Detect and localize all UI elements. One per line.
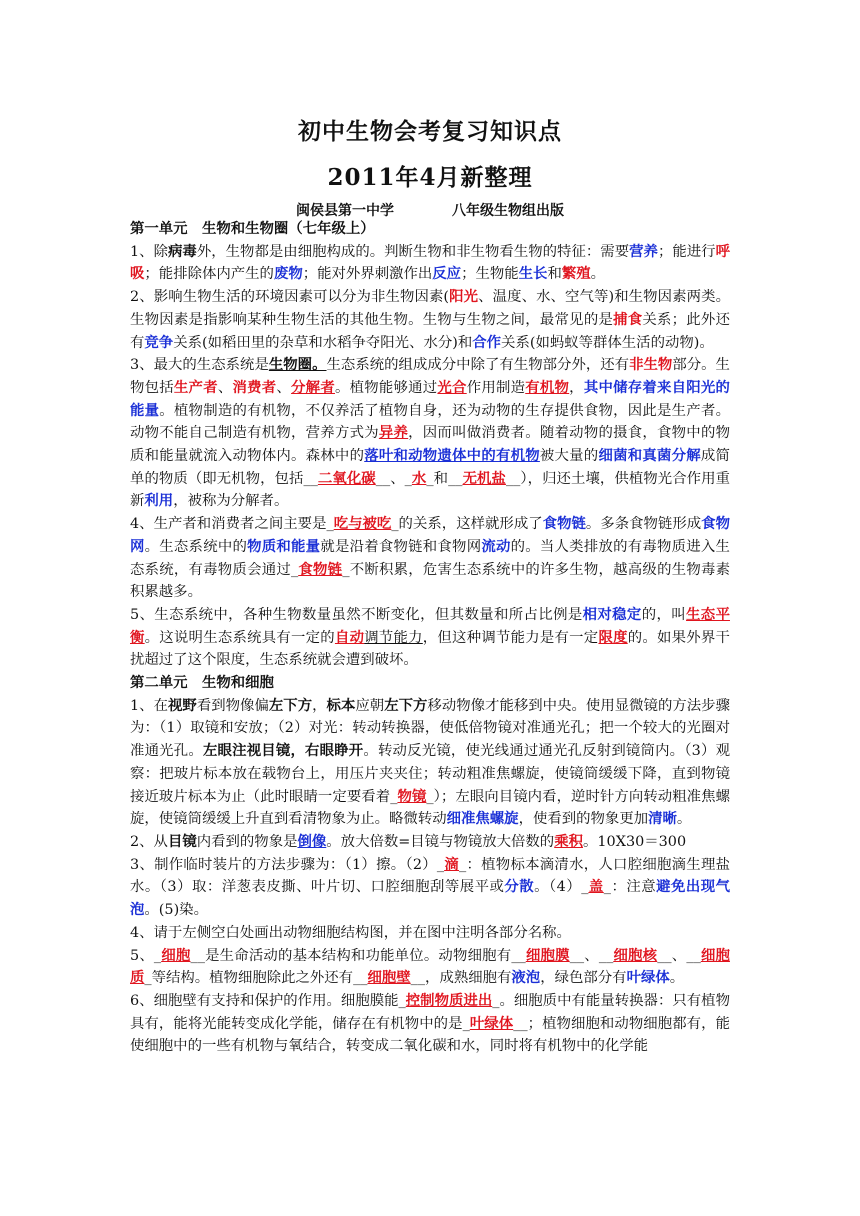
- text-run: 作用制造: [466, 379, 526, 396]
- highlighted-term: 废物: [273, 265, 303, 283]
- text-run: ，绿色部分有: [540, 970, 627, 987]
- text-run: ，但这种调节能力是有一定: [422, 629, 599, 646]
- publisher-line: [0, 200, 860, 220]
- highlighted-term: 生物圈。: [268, 356, 327, 374]
- highlighted-term: 繁殖: [561, 265, 591, 283]
- school-name: 闽侯县第一中学: [296, 203, 394, 219]
- highlighted-term: 水: [411, 469, 427, 487]
- highlighted-term: 叶绿体: [469, 1014, 514, 1032]
- highlighted-term: 细胞壁: [367, 969, 411, 987]
- text-run: _：植物标本滴清水，人口腔细胞滴生理盐水。（3）取：洋葱表皮撕、叶片切、口腔细胞刮等展平或: [130, 856, 730, 896]
- text-run: 移动物像才能移到中央。使用显微镜的方法步骤为：（1）取镜和安放；（2）对光：转动转换器，使低倍物镜对准通光孔；把一个较大的光圈对准通光孔。: [130, 697, 730, 760]
- text-run: _和__: [426, 470, 463, 487]
- text-run: 5、生态系统中，各种生物数量虽然不断变化，但其数量和所占比例是: [130, 606, 583, 623]
- text-run: 关系；此外还有: [130, 311, 730, 351]
- text-run: 。植物能够通过: [334, 379, 438, 396]
- text-run: 。多条食物链形成: [585, 516, 702, 533]
- highlighted-term: 避免出现气泡: [130, 878, 730, 919]
- text-run: 。放大倍数=目镜与物镜放大倍数的: [326, 833, 555, 850]
- text-run: 3、最大的生态系统是: [130, 357, 269, 374]
- text-run: _的关系，这样就形成了: [391, 516, 543, 533]
- highlighted-term: 自动: [334, 628, 365, 646]
- highlighted-term: 落叶和动物遗体中的有机物: [364, 447, 540, 465]
- document-subtitle: 2011年4月新整理: [327, 164, 533, 191]
- highlighted-term: 标本: [326, 696, 356, 714]
- highlighted-term: 无机盐: [462, 469, 506, 487]
- unit-1-paragraph: [130, 354, 730, 513]
- document-body: [130, 218, 730, 1058]
- text-run: 。植物制造的有机物，不仅养活了植物自身，还为动物的生存提供食物，因此是生产者。动物不能自己制造有机物，营养方式为: [130, 402, 730, 442]
- text-run: _）；左眼向目镜内看，逆时针方向转动粗准焦螺旋，使镜筒缓缓上升直到看清物象为止。略微转动: [130, 788, 730, 828]
- highlighted-term: 光合: [437, 378, 467, 396]
- highlighted-term: 生长: [518, 265, 548, 283]
- highlighted-term: 非生物: [629, 356, 673, 374]
- text-run: 、: [217, 379, 233, 396]
- highlighted-term: 病毒: [168, 242, 197, 260]
- highlighted-term: 控制物质进出: [405, 991, 493, 1009]
- text-run: __、_: [375, 470, 412, 487]
- text-run: _。细胞质中有能量转换器：只有植物具有，能将光能转变成化学能，储存在有机物中的是_: [130, 992, 730, 1032]
- text-run: 。: [590, 266, 606, 283]
- text-run: __；植物细胞和动物细胞都有，能使细胞中的一些有机物与氧结合，转变成二氧化碳和水，同时将有机物中的化学能: [130, 1015, 730, 1055]
- highlighted-term: 异养: [378, 424, 409, 442]
- highlighted-term: 物镜: [397, 787, 427, 805]
- text-run: 。: [676, 811, 692, 828]
- text-run: 、: [276, 379, 292, 396]
- text-run: 。（4）_: [534, 879, 589, 896]
- highlighted-term: 相对稳定: [582, 605, 642, 623]
- highlighted-term: 二氧化碳: [317, 469, 376, 487]
- text-run: ；能进行: [657, 243, 716, 260]
- text-run: __），归还土壤，供植物光合作用重新: [130, 470, 730, 510]
- highlighted-term: 调节能力: [364, 629, 423, 646]
- text-run: 应朝: [355, 697, 385, 714]
- text-run: 被大量的: [539, 448, 599, 465]
- highlighted-term: 营养: [629, 242, 658, 260]
- text-run: ；能对外界刺激作出: [302, 266, 433, 283]
- highlighted-term: 盖: [588, 878, 604, 896]
- text-run: ，: [312, 697, 327, 714]
- text-run: 和: [547, 266, 562, 283]
- text-run: 。10X30＝300: [583, 833, 687, 850]
- highlighted-term: 分散: [504, 878, 535, 896]
- highlighted-term: 倒像: [297, 832, 327, 850]
- text-run: _等结构。植物细胞除此之外还有__: [144, 970, 368, 987]
- text-run: 5、_: [130, 947, 162, 964]
- highlighted-term: 乘积: [554, 832, 583, 850]
- text-run: 。这说明生态系统具有一定的: [144, 629, 335, 646]
- highlighted-term: 反应: [432, 265, 462, 283]
- text-run: ，使看到的物象更加: [518, 811, 649, 828]
- highlighted-term: 流动: [481, 537, 511, 555]
- text-run: 。转动反光镜，使光线通过通光孔反射到镜筒内。（3）观察：把玻片标本放在载物台上，用压片夹夹住；转动粗准焦螺旋，使镜筒缓缓下降，直到物镜接近玻片标本为止（此时眼睛一定要看着_: [130, 743, 730, 805]
- highlighted-term: 食物网: [130, 515, 730, 555]
- text-run: 4、生产者和消费者之间主要是_: [130, 516, 334, 533]
- highlighted-term: 呼吸: [130, 242, 730, 283]
- highlighted-term: 细菌和真菌分解: [598, 447, 701, 465]
- text-run: 的。当人类排放的有毒物质进入生态系统，有毒物质会通过_: [130, 538, 730, 578]
- highlighted-term: 物质和能量: [247, 537, 321, 555]
- unit-2-paragraph: [130, 990, 730, 1058]
- text-run: 成简单的物质（即无机物，包括__: [130, 448, 730, 487]
- highlighted-term: 吃与被吃: [333, 515, 392, 533]
- highlighted-term: 左下方: [268, 696, 313, 714]
- text-run: 。生态系统中的: [144, 538, 248, 555]
- text-run: 外，生物都是由细胞构成的。判断生物和非生物看生物的特征：需要: [196, 243, 630, 260]
- text-run: ；生物能: [461, 266, 519, 283]
- highlighted-term: 其中储存着来自阳光的能量: [130, 378, 730, 419]
- unit-1-paragraph: [130, 513, 730, 604]
- highlighted-term: 分解者: [291, 378, 335, 396]
- text-run: __是生命活动的基本结构和功能单位。动物细胞有__: [190, 947, 526, 964]
- highlighted-term: 食物链: [542, 515, 586, 533]
- highlighted-term: 叶绿体: [626, 969, 670, 987]
- highlighted-term: 食物链: [298, 560, 343, 578]
- text-run: 。(5)染。: [144, 902, 208, 919]
- highlighted-term: 视野: [168, 696, 197, 714]
- text-run: _：注意: [603, 879, 657, 896]
- text-run: 1、在: [130, 697, 168, 714]
- unit-1-heading: 第一单元 生物和生物圈（七年级上）: [130, 220, 375, 237]
- highlighted-term: 竞争: [144, 333, 174, 351]
- highlighted-term: 目镜: [167, 832, 197, 850]
- text-run: 的。如果外界干扰超过了这个限度，生态系统就会遭到破坏。: [130, 629, 730, 669]
- text-run: 关系(如蚂蚁等群体生活的动物)。: [501, 334, 714, 351]
- highlighted-term: 合作: [472, 333, 502, 351]
- highlighted-term: 细胞质: [130, 946, 730, 987]
- text-run: 生态系统的组成成分中除了有生物部分外，还有: [326, 357, 630, 374]
- unit-2-paragraph: [130, 695, 730, 831]
- highlighted-term: 生态平衡: [130, 605, 730, 646]
- text-run: ，被称为分解者。: [173, 493, 289, 510]
- highlighted-term: 有机物: [525, 378, 570, 396]
- unit-2-paragraph: [130, 831, 730, 854]
- text-run: ，因而叫做消费者。随着动物的摄食，食物中的物质和能量就流入动物体内。森林中的: [130, 425, 730, 465]
- text-run: 。: [669, 970, 685, 987]
- highlighted-term: 清晰: [648, 810, 677, 828]
- highlighted-term: 滴: [444, 855, 460, 873]
- unit-1-paragraph: [130, 604, 730, 672]
- text-run: 关系(如稻田里的杂草和水稻争夺阳光、水分)和: [173, 334, 473, 351]
- group-name: 八年级生物组出版: [452, 203, 564, 219]
- highlighted-term: 细胞膜: [525, 946, 570, 964]
- text-run: 、温度、水、空气等)和生物因素两类。生物因素是指影响某种生物生活的其他生物。生物与生物之间，最常见的是: [130, 289, 730, 328]
- text-run: __，成熟细胞有: [410, 970, 512, 987]
- text-run: ；能排除体内产生的: [144, 266, 274, 283]
- text-run: 部分。生物包括: [130, 357, 730, 396]
- text-run: 3、制作临时装片的方法步骤为：（1）擦。（2）_: [130, 856, 445, 873]
- highlighted-term: 捕食: [613, 310, 643, 328]
- text-run: 2、从: [130, 833, 168, 850]
- highlighted-term: 细胞: [161, 946, 191, 964]
- text-run: 就是沿着食物链和食物网: [320, 538, 482, 555]
- highlighted-term: 细准焦螺旋: [446, 810, 519, 828]
- highlighted-term: 细胞核: [613, 946, 658, 964]
- highlighted-term: 液泡: [511, 969, 541, 987]
- text-run: ，: [569, 379, 584, 396]
- unit-1-paragraph: [130, 241, 730, 286]
- text-run: 看到物像偏: [196, 697, 269, 714]
- highlighted-term: 生产者: [173, 378, 218, 396]
- text-run: 6、细胞壁有支持和保护的作用。细胞膜能_: [130, 992, 406, 1009]
- highlighted-term: 左下方: [384, 696, 428, 714]
- unit-2-paragraph: [130, 945, 730, 990]
- highlighted-term: 阳光: [449, 288, 479, 306]
- unit-2-paragraph: [130, 854, 730, 922]
- text-run: 1、除: [130, 243, 168, 260]
- text-run: 内看到的物象是: [196, 833, 298, 850]
- highlighted-term: 利用: [144, 492, 174, 510]
- text-run: __、__: [569, 947, 614, 964]
- text-run: __、__: [657, 947, 701, 964]
- unit-2-paragraph: [130, 922, 730, 945]
- text-run: 2、影响生物生活的环境因素可以分为非生物因素(: [130, 289, 450, 306]
- document-title: 初中生物会考复习知识点: [298, 118, 562, 145]
- unit-1-paragraph: [130, 286, 730, 354]
- text-run: _不断积累，危害生态系统中的许多生物，越高级的生物毒素积累越多。: [130, 561, 730, 601]
- unit-2-heading: 第二单元 生物和细胞: [130, 674, 274, 692]
- text-run: 的，叫: [641, 606, 687, 623]
- highlighted-term: 限度: [598, 628, 628, 646]
- text-run: 4、请于左侧空白处画出动物细胞结构图，并在图中注明各部分名称。: [130, 924, 571, 941]
- highlighted-term: 左眼注视目镜，右眼睁开: [202, 742, 364, 760]
- highlighted-term: 消费者: [232, 378, 277, 396]
